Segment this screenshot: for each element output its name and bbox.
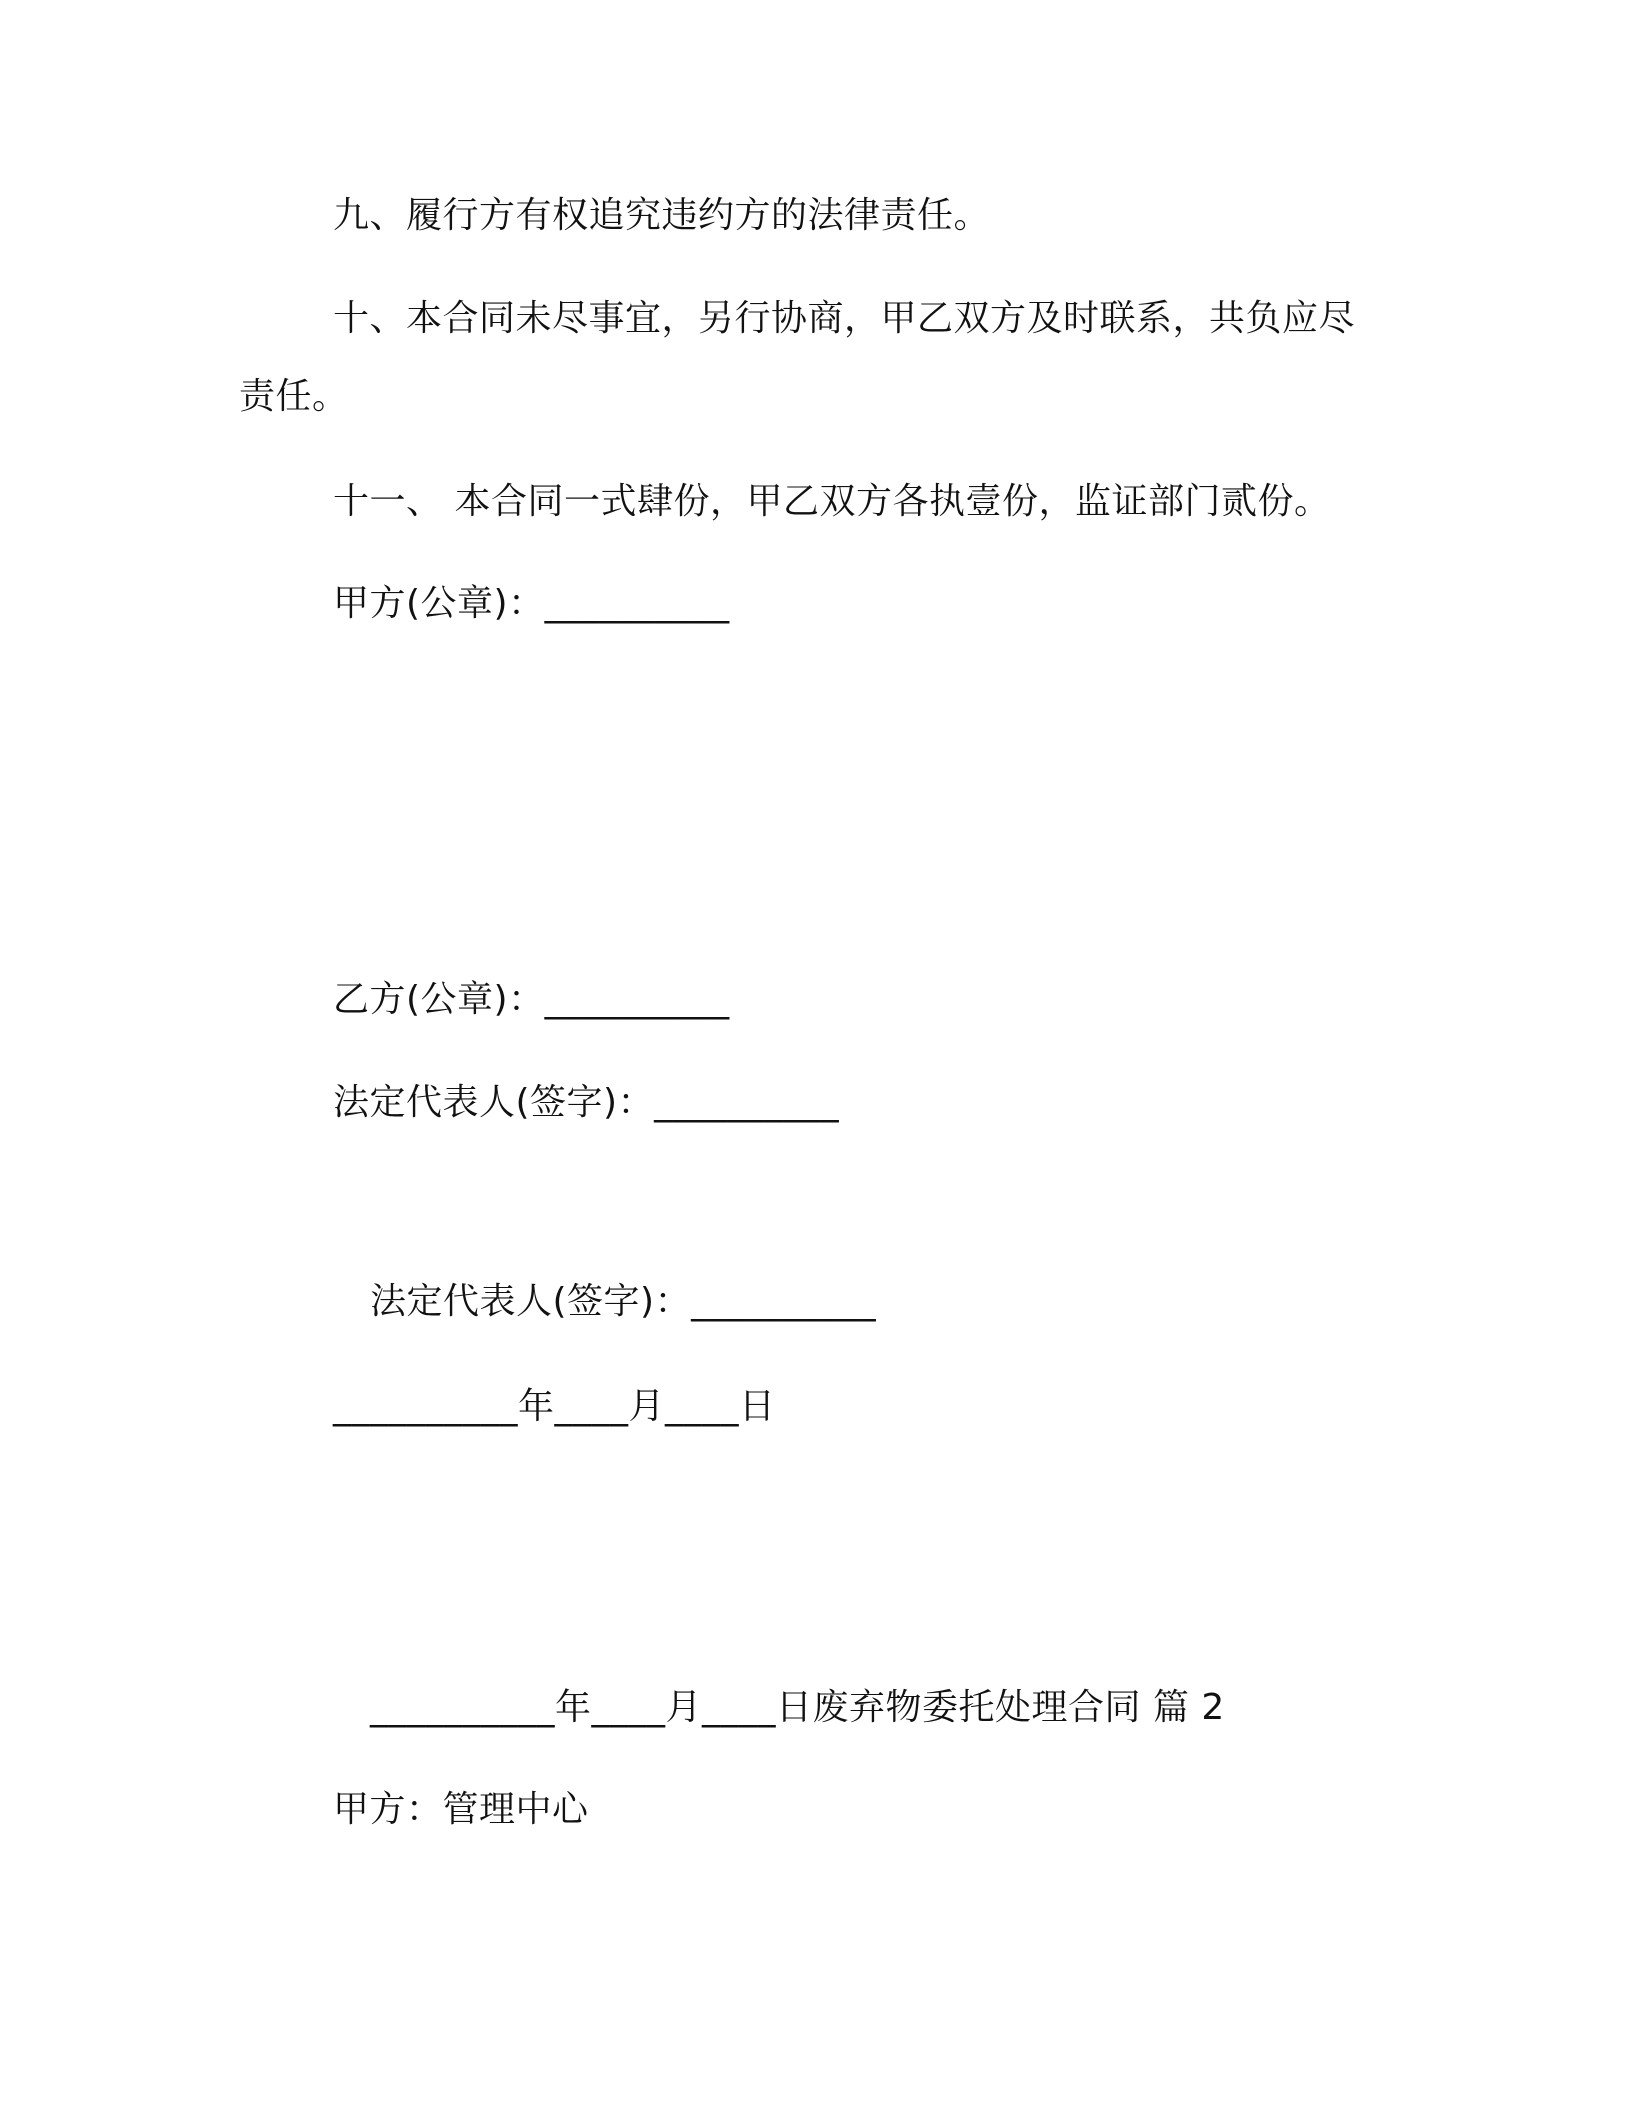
legal-rep-signature-line-2: 法定代表人(签字)：__________ — [370, 1281, 877, 1322]
clause-11: 十一、 本合同一式肆份，甲乙双方各执壹份，监证部门贰份。 — [333, 481, 1331, 522]
clause-10-continued: 责任。 — [239, 376, 349, 417]
date-line: __________年____月____日 — [333, 1386, 776, 1427]
legal-rep-signature-line-1: 法定代表人(签字)：__________ — [333, 1082, 840, 1123]
next-party-a: 甲方：管理中心 — [333, 1789, 589, 1830]
clause-10: 十、本合同未尽事宜，另行协商，甲乙双方及时联系，共负应尽 — [333, 298, 1356, 339]
party-a-seal-line: 甲方(公章)：__________ — [333, 583, 730, 624]
party-b-seal-line: 乙方(公章)：__________ — [333, 979, 730, 1020]
clause-9: 九、履行方有权追究违约方的法律责任。 — [333, 195, 991, 236]
next-contract-title: __________年____月____日废弃物委托处理合同 篇 2 — [370, 1687, 1225, 1728]
